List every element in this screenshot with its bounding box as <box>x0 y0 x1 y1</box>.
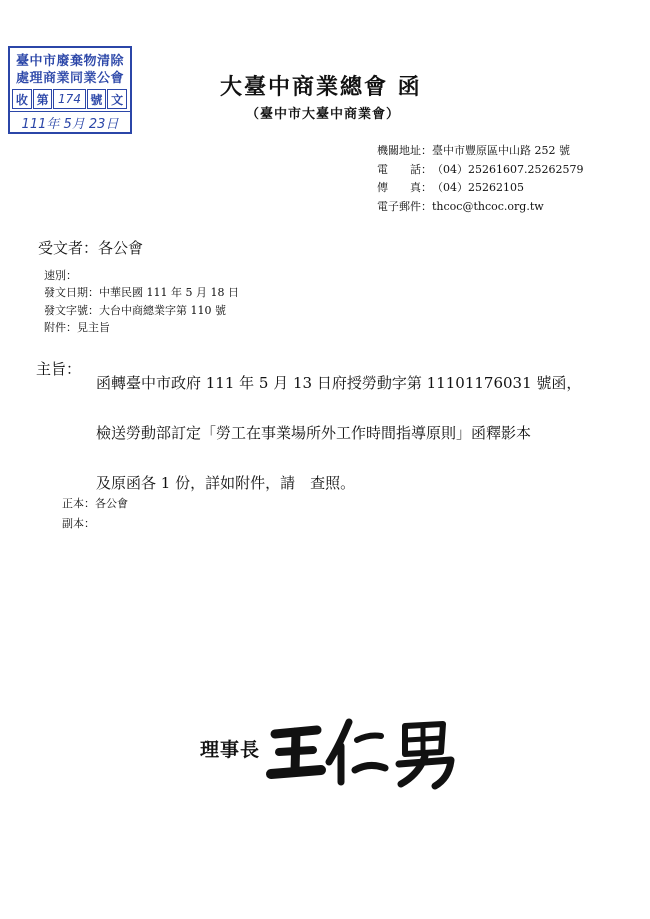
phone-label: 電 話： <box>377 162 432 176</box>
subject-body <box>96 358 616 508</box>
stamp-date: 111年 5月 23日 <box>10 111 130 133</box>
speed-line: 速別： <box>44 269 77 282</box>
attachment-line: 附件：見主旨 <box>44 320 110 334</box>
fax-value: （04）25262105 <box>432 181 524 194</box>
contact-phone-row <box>377 161 583 180</box>
address-value: 臺中市豐原區中山路 252 號 <box>432 144 570 157</box>
chairman-signature-seal <box>265 712 465 792</box>
stamp-number-row <box>12 89 128 109</box>
stamp-number-prefix: 第 <box>33 89 53 109</box>
original-recipients: 正本：各公會 <box>62 497 128 510</box>
stamp-doc-char: 文 <box>107 89 127 109</box>
document-subtitle: （臺中市大臺中商業會） <box>246 107 401 122</box>
meta-block <box>44 267 239 336</box>
contact-address-row <box>377 142 583 161</box>
stamp-association-line2: 處理商業同業公會 <box>15 71 124 86</box>
subject-label: 主旨： <box>36 360 82 378</box>
email-label: 電子郵件： <box>377 199 432 213</box>
fax-label: 傳 真： <box>377 181 432 194</box>
address-label: 機關地址： <box>377 144 432 157</box>
subject-line-3: 及原函各 1 份，詳如附件，請 查照。 <box>96 474 356 492</box>
email-value: thcoc@thcoc.org.tw <box>432 199 544 213</box>
stamp-number: 174 <box>53 89 85 109</box>
stamp-received-char: 收 <box>12 89 32 109</box>
contact-fax-row <box>377 179 583 198</box>
subject-line-2: 檢送勞動部訂定「勞工在事業場所外工作時間指導原則」函釋影本 <box>96 424 532 442</box>
distribution-block <box>62 494 128 534</box>
chairman-title: 理事長 <box>200 739 261 761</box>
subject-line-1: 函轉臺中市政府 111 年 5 月 13 日府授勞動字第 11101176031 號函， <box>96 374 582 392</box>
issue-date-line: 發文日期：中華民國 111 年 5 月 18 日 <box>44 286 239 300</box>
contact-block <box>377 142 583 216</box>
copy-recipients: 副本： <box>62 517 95 530</box>
contact-email-row <box>377 198 583 217</box>
phone-value: （04）25261607.25262579 <box>432 162 584 176</box>
stamp-association-line1: 臺中市廢棄物清除 <box>15 54 124 69</box>
receipt-stamp <box>8 46 132 134</box>
stamp-number-suffix: 號 <box>87 89 107 109</box>
issue-number-line: 發文字號：大台中商總業字第 110 號 <box>44 303 226 317</box>
document-title: 大臺中商業總會 函 <box>220 74 422 100</box>
recipient: 受文者：各公會 <box>38 239 144 257</box>
